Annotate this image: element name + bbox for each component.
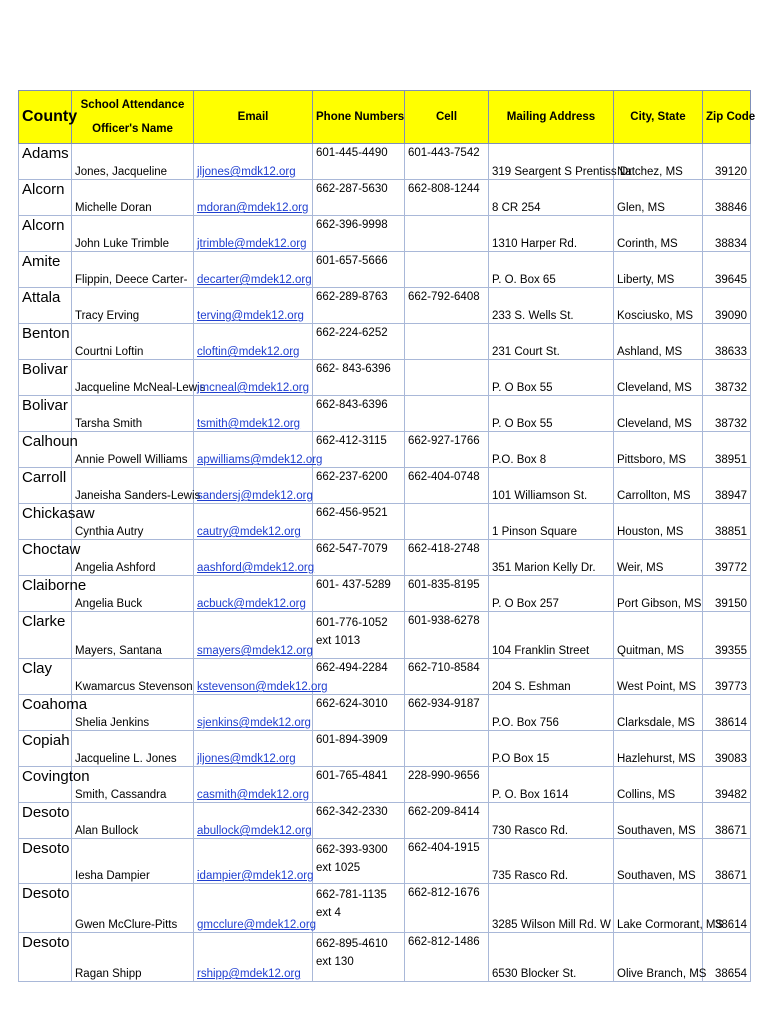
table-row [19,659,751,695]
table-row [19,576,751,612]
county-cell: Clay [19,659,72,695]
address-cell: P. O Box 55 [489,360,614,396]
email-link[interactable]: abullock@mdek12.org [197,825,312,837]
phone-cell: 662-843-6396 [313,396,405,432]
county-cell: Desoto [19,933,72,982]
cell-phone-cell: 662-812-1486 [405,933,489,982]
table-row [19,612,751,659]
address-cell: 233 S. Wells St. [489,288,614,324]
cell-phone-cell: 662-792-6408 [405,288,489,324]
email-cell [194,612,313,659]
county-cell: Choctaw [19,540,72,576]
city-cell: Liberty, MS [614,252,703,288]
zip-cell: 38654 [703,933,751,982]
address-cell: 1 Pinson Square [489,504,614,540]
zip-cell: 39773 [703,659,751,695]
phone-header: Phone Numbers [313,91,405,144]
table-row [19,288,751,324]
city-cell: Natchez, MS [614,144,703,180]
phone-cell: 662-289-8763 [313,288,405,324]
cell-phone-cell [405,731,489,767]
address-cell: 3285 Wilson Mill Rd. W [489,884,614,933]
email-cell [194,576,313,612]
zip-cell: 38834 [703,216,751,252]
county-cell: Alcorn [19,216,72,252]
email-link[interactable]: cloftin@mdek12.org [197,346,300,358]
zip-cell: 38614 [703,695,751,731]
city-cell: Lake Cormorant, MS [614,884,703,933]
phone-cell: 662-396-9998 [313,216,405,252]
city-cell: Corinth, MS [614,216,703,252]
email-link[interactable]: jmcneal@mdek12.org [197,382,310,394]
email-link[interactable]: aashford@mdek12.org [197,562,315,574]
email-cell [194,504,313,540]
address-cell: 730 Rasco Rd. [489,803,614,839]
table-row [19,839,751,884]
officer-header: School Attendance Officer's Name [72,91,194,144]
email-cell [194,324,313,360]
email-cell [194,216,313,252]
phone-cell: 662- 843-6396 [313,360,405,396]
officer-cell: Janeisha Sanders-Lewis [72,468,194,504]
cell-phone-cell: 662-934-9187 [405,695,489,731]
officer-cell: Annie Powell Williams [72,432,194,468]
email-link[interactable]: acbuck@mdek12.org [197,598,306,610]
zip-cell: 39482 [703,767,751,803]
officer-cell: Kwamarcus Stevenson [72,659,194,695]
zip-cell: 39645 [703,252,751,288]
county-cell: Covington [19,767,72,803]
cell-phone-cell: 662-209-8414 [405,803,489,839]
city-cell: Ashland, MS [614,324,703,360]
table-row [19,396,751,432]
county-cell: Desoto [19,884,72,933]
table-row [19,884,751,933]
cell-phone-cell [405,216,489,252]
officer-cell: Gwen McClure-Pitts [72,884,194,933]
zip-cell: 39120 [703,144,751,180]
phone-cell: 601-657-5666 [313,252,405,288]
county-header: County [19,91,72,144]
city-cell: Cleveland, MS [614,360,703,396]
email-cell [194,803,313,839]
cell-phone-cell: 662-812-1676 [405,884,489,933]
zip-cell: 38951 [703,432,751,468]
cell-phone-cell: 228-990-9656 [405,767,489,803]
city-cell: Quitman, MS [614,612,703,659]
cell-phone-cell: 662-710-8584 [405,659,489,695]
zip-cell: 39090 [703,288,751,324]
email-cell [194,468,313,504]
email-cell [194,432,323,468]
zip-cell: 39083 [703,731,751,767]
email-link[interactable]: mdoran@mdek12.org [197,202,309,214]
email-cell [194,659,328,695]
phone-cell: 662-895-4610 ext 130 [313,933,405,982]
cell-phone-cell: 601-443-7542 [405,144,489,180]
email-link[interactable]: gmcclure@mdek12.org [197,919,317,931]
officer-cell: Angelia Buck [72,576,194,612]
email-link[interactable]: smayers@mdek12.org [197,645,313,657]
phone-cell: 601-894-3909 [313,731,405,767]
cell-phone-cell: 662-808-1244 [405,180,489,216]
zip-cell: 38851 [703,504,751,540]
zip-cell: 38732 [703,360,751,396]
zip-cell: 38671 [703,839,751,884]
officer-cell: John Luke Trimble [72,216,194,252]
city-cell: Southaven, MS [614,839,703,884]
email-cell [194,396,313,432]
address-cell: 231 Court St. [489,324,614,360]
officer-cell: Ragan Shipp [72,933,194,982]
city-cell: Southaven, MS [614,803,703,839]
county-cell: Attala [19,288,72,324]
county-cell: Coahoma [19,695,72,731]
address-cell: 204 S. Eshman [489,659,614,695]
city-cell: Hazlehurst, MS [614,731,703,767]
email-cell [194,767,313,803]
table-row [19,144,751,180]
county-cell: Chickasaw [19,504,72,540]
address-cell: 101 Williamson St. [489,468,614,504]
address-cell: 351 Marion Kelly Dr. [489,540,614,576]
email-cell [194,180,313,216]
address-cell: P.O. Box 756 [489,695,614,731]
phone-cell: 662-624-3010 [313,695,405,731]
table-row [19,504,751,540]
table-row [19,324,751,360]
zip-cell: 38947 [703,468,751,504]
phone-cell: 662-224-6252 [313,324,405,360]
email-link[interactable]: kstevenson@mdek12.org [197,681,328,693]
county-cell: Desoto [19,803,72,839]
zip-cell: 39355 [703,612,751,659]
city-cell: Olive Branch, MS [614,933,703,982]
table-row [19,432,751,468]
officer-cell: Alan Bullock [72,803,194,839]
officer-cell: Mayers, Santana [72,612,194,659]
officer-cell: Shelia Jenkins [72,695,194,731]
phone-cell: 662-393-9300 ext 1025 [313,839,405,884]
officer-cell: Angelia Ashford [72,540,194,576]
city-cell: Port Gibson, MS [614,576,703,612]
city-cell: Carrollton, MS [614,468,703,504]
table-row [19,180,751,216]
phone-cell: 662-547-7079 [313,540,405,576]
cell-phone-cell: 601-938-6278 [405,612,489,659]
city-cell: Collins, MS [614,767,703,803]
cell-phone-cell [405,324,489,360]
officer-cell: Cynthia Autry [72,504,194,540]
email-link[interactable]: jljones@mdk12.org [197,753,296,765]
zip-header: Zip Code [703,91,751,144]
county-cell: Carroll [19,468,72,504]
phone-cell: 662-342-2330 [313,803,405,839]
email-header: Email [194,91,313,144]
phone-cell: 662-781-1135 ext 4 [313,884,405,933]
table-row [19,695,751,731]
cell-phone-cell: 601-835-8195 [405,576,489,612]
phone-cell: 662-494-2284 [313,659,405,695]
address-cell: P. O Box 257 [489,576,614,612]
email-link[interactable]: decarter@mdek12.org [197,274,312,286]
phone-cell: 662-456-9521 [313,504,405,540]
zip-cell: 38671 [703,803,751,839]
email-link[interactable]: sandersj@mdek12.org [197,490,313,502]
address-cell: 104 Franklin Street [489,612,614,659]
address-cell: P. O Box 55 [489,396,614,432]
phone-cell: 601-776-1052 ext 1013 [313,612,405,659]
county-cell: Claiborne [19,576,72,612]
table-row [19,767,751,803]
cell-phone-cell: 662-404-0748 [405,468,489,504]
city-cell: Glen, MS [614,180,703,216]
city-cell: Houston, MS [614,504,703,540]
officer-cell: Courtni Loftin [72,324,194,360]
county-cell: Calhoun [19,432,72,468]
county-cell: Adams [19,144,72,180]
officer-cell: Jacqueline L. Jones [72,731,194,767]
cell-phone-cell [405,504,489,540]
officer-cell: Jacqueline McNeal-Lewis [72,360,194,396]
phone-cell: 601-765-4841 [313,767,405,803]
address-cell: P.O Box 15 [489,731,614,767]
phone-cell: 662-287-5630 [313,180,405,216]
phone-cell: 601-445-4490 [313,144,405,180]
county-cell: Copiah [19,731,72,767]
phone-cell: 662-237-6200 [313,468,405,504]
cell-phone-cell: 662-418-2748 [405,540,489,576]
table-row [19,933,751,982]
officer-cell: Flippin, Deece Carter- [72,252,194,288]
county-cell: Bolivar [19,396,72,432]
email-link[interactable]: jljones@mdk12.org [197,166,296,178]
officer-cell: Iesha Dampier [72,839,194,884]
cell-phone-cell [405,360,489,396]
table-row [19,468,751,504]
email-link[interactable]: apwilliams@mdek12.org [197,454,323,466]
address-cell: P. O. Box 65 [489,252,614,288]
table-row [19,252,751,288]
cell-phone-cell [405,252,489,288]
email-link[interactable]: rshipp@mdek12.org [197,968,301,980]
header-row [19,91,751,144]
zip-cell: 39772 [703,540,751,576]
city-cell: Pittsboro, MS [614,432,703,468]
table-body [19,144,751,982]
address-header: Mailing Address [489,91,614,144]
zip-cell: 39150 [703,576,751,612]
zip-cell: 38732 [703,396,751,432]
email-cell [194,360,313,396]
address-cell: 6530 Blocker St. [489,933,614,982]
attendance-officers-table [18,90,756,982]
table-row [19,360,751,396]
city-cell: West Point, MS [614,659,703,695]
email-cell [194,695,313,731]
phone-cell: 662-412-3115 [313,432,405,468]
cell-phone-cell: 662-404-1915 [405,839,489,884]
email-link[interactable]: idampier@mdek12.org [197,870,314,882]
officer-cell: Tarsha Smith [72,396,194,432]
table-row [19,540,751,576]
phone-cell: 601- 437-5289 [313,576,405,612]
email-cell [194,540,313,576]
city-header: City, State [614,91,703,144]
address-cell: 319 Seargent S Prentiss Dr [489,144,614,180]
zip-cell: 38633 [703,324,751,360]
address-cell: 8 CR 254 [489,180,614,216]
email-link[interactable]: jtrimble@mdek12.org [197,238,307,250]
email-link[interactable]: sjenkins@mdek12.org [197,717,311,729]
email-link[interactable]: terving@mdek12.org [197,310,304,322]
cell-phone-cell: 662-927-1766 [405,432,489,468]
email-cell [194,252,313,288]
city-cell: Clarksdale, MS [614,695,703,731]
county-cell: Alcorn [19,180,72,216]
county-cell: Clarke [19,612,72,659]
officer-cell: Jones, Jacqueline [72,144,194,180]
city-cell: Weir, MS [614,540,703,576]
city-cell: Cleveland, MS [614,396,703,432]
address-cell: P.O. Box 8 [489,432,614,468]
table-row [19,803,751,839]
zip-cell: 38846 [703,180,751,216]
county-cell: Benton [19,324,72,360]
county-cell: Amite [19,252,72,288]
email-cell [194,839,313,884]
county-cell: Desoto [19,839,72,884]
table-row [19,216,751,252]
email-link[interactable]: tsmith@mdek12.org [197,418,301,430]
table-row [19,731,751,767]
address-cell: 735 Rasco Rd. [489,839,614,884]
email-cell [194,731,313,767]
officer-cell: Tracy Erving [72,288,194,324]
cell-header: Cell [405,91,489,144]
county-cell: Bolivar [19,360,72,396]
email-cell [194,933,313,982]
officer-cell: Smith, Cassandra [72,767,194,803]
zip-cell: 38614 [703,884,751,933]
address-cell: 1310 Harper Rd. [489,216,614,252]
cell-phone-cell [405,396,489,432]
email-cell [194,144,313,180]
email-link[interactable]: casmith@mdek12.org [197,789,310,801]
officer-cell: Michelle Doran [72,180,194,216]
email-cell [194,288,313,324]
address-cell: P. O. Box 1614 [489,767,614,803]
email-link[interactable]: cautry@mdek12.org [197,526,301,538]
email-cell [194,884,317,933]
city-cell: Kosciusko, MS [614,288,703,324]
